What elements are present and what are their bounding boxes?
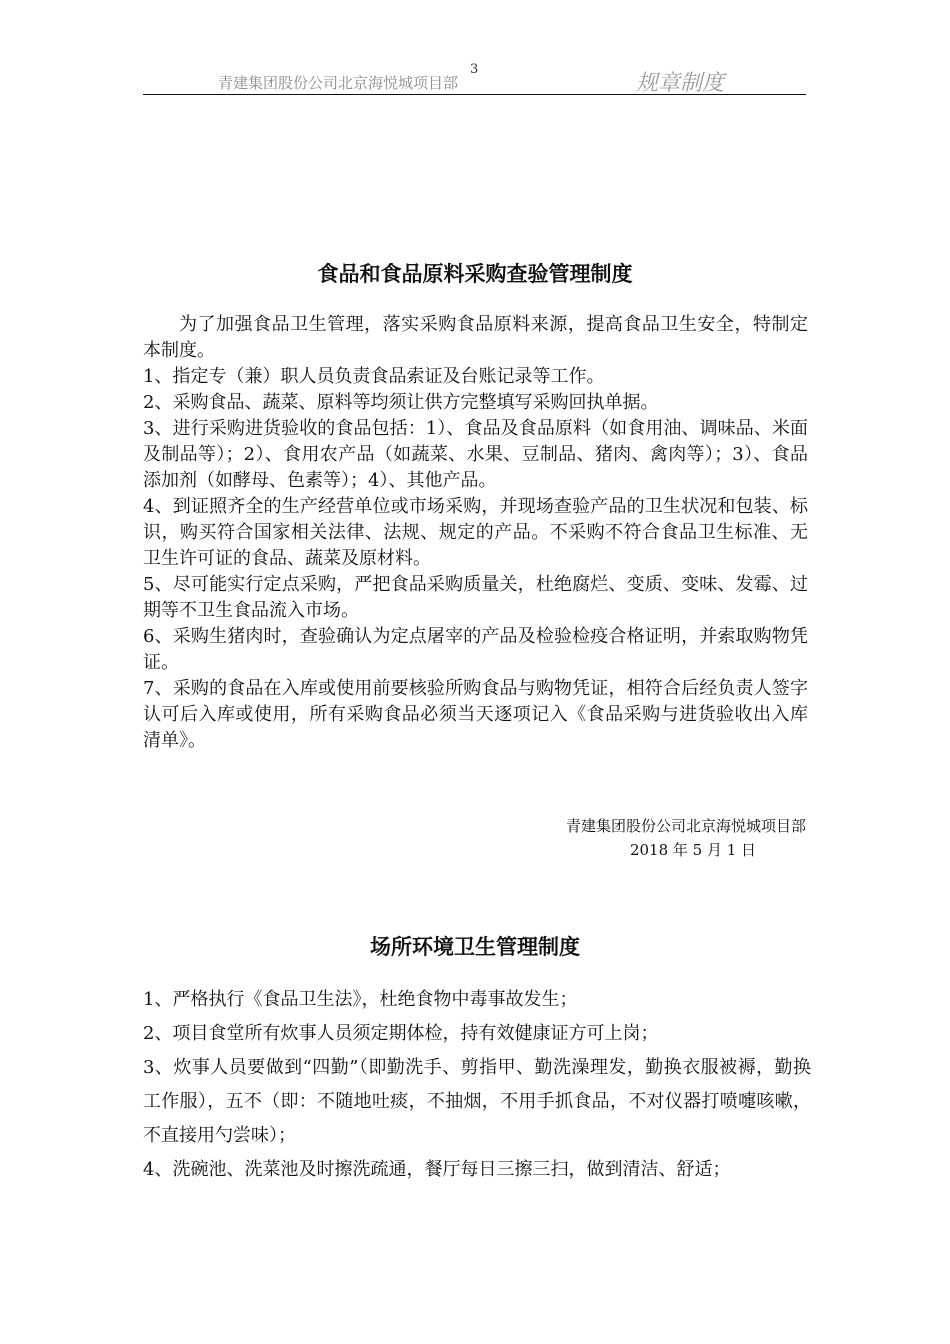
header-divider	[143, 94, 806, 95]
section2-body	[143, 983, 811, 1187]
section2-item: 3、炊事人员要做到“四勤”（即勤洗手、剪指甲、勤洗澡理发，勤换衣服被褥，勤换工作服），五不（即：不随地吐痰，不抽烟，不用手抓食品，不对仪器打喷嚏咳嗽，不直接用勺尝味）；	[143, 1057, 811, 1146]
section1-item: 7、采购的食品在入库或使用前要核验所购食品与购物凭证，相符合后经负责人签字认可后入库或使用，所有采购食品必须当天逐项记入《食品采购与进货验收出入库清单》。	[143, 678, 808, 751]
header-category: 规章制度	[636, 71, 725, 96]
section2-item: 1、严格执行《食品卫生法》，杜绝食物中毒事故发生；	[143, 989, 578, 1010]
section1-item: 2、采购食品、蔬菜、原料等均须让供方完整填写采购回执单据。	[143, 392, 659, 413]
section1-item: 6、采购生猪肉时，查验确认为定点屠宰的产品及检验检疫合格证明，并索取购物凭证。	[143, 626, 808, 673]
page-number: 3	[470, 62, 479, 77]
section1-item: 4、到证照齐全的生产经营单位或市场采购，并现场查验产品的卫生状况和包装、标识，购买符合国家相关法律、法规、规定的产品。不采购不符合食品卫生标准、无卫生许可证的食品、蔬菜及原材料。	[143, 496, 808, 569]
section2-item: 4、洗碗池、洗菜池及时擦洗疏通，餐厅每日三擦三扫，做到清洁、舒适；	[143, 1159, 731, 1180]
signature-block	[480, 814, 806, 862]
header-company-name: 青建集团股份公司北京海悦城项目部	[218, 74, 459, 92]
section1-title: 食品和食品原料采购查验管理制度	[317, 262, 633, 286]
section1-body	[143, 312, 808, 754]
section2-item: 2、项目食堂所有炊事人员须定期体检，持有效健康证方可上岗；	[143, 1023, 659, 1044]
section1-item: 5、尽可能实行定点采购，严把食品采购质量关，杜绝腐烂、变质、变味、发霉、过期等不卫生食品流入市场。	[143, 574, 808, 621]
section1-item: 1、指定专（兼）职人员负责食品索证及台账记录等工作。	[143, 366, 605, 387]
section2-title: 场所环境卫生管理制度	[370, 935, 580, 959]
signature-date: 2018 年 5 月 1 日	[629, 841, 757, 859]
section1-item: 3、进行采购进货验收的食品包括：1）、食品及食品原料（如食用油、调味品、米面及制品等）；2）、食用农产品（如蔬菜、水果、豆制品、猪肉、禽肉等）；3）、食品添加剂（如酵母、色素等）；4）、其他产品。	[143, 418, 808, 491]
signature-company: 青建集团股份公司北京海悦城项目部	[565, 817, 806, 835]
section1-intro: 为了加强食品卫生管理，落实采购食品原料来源，提高食品卫生安全，特制定本制度。	[143, 314, 808, 361]
